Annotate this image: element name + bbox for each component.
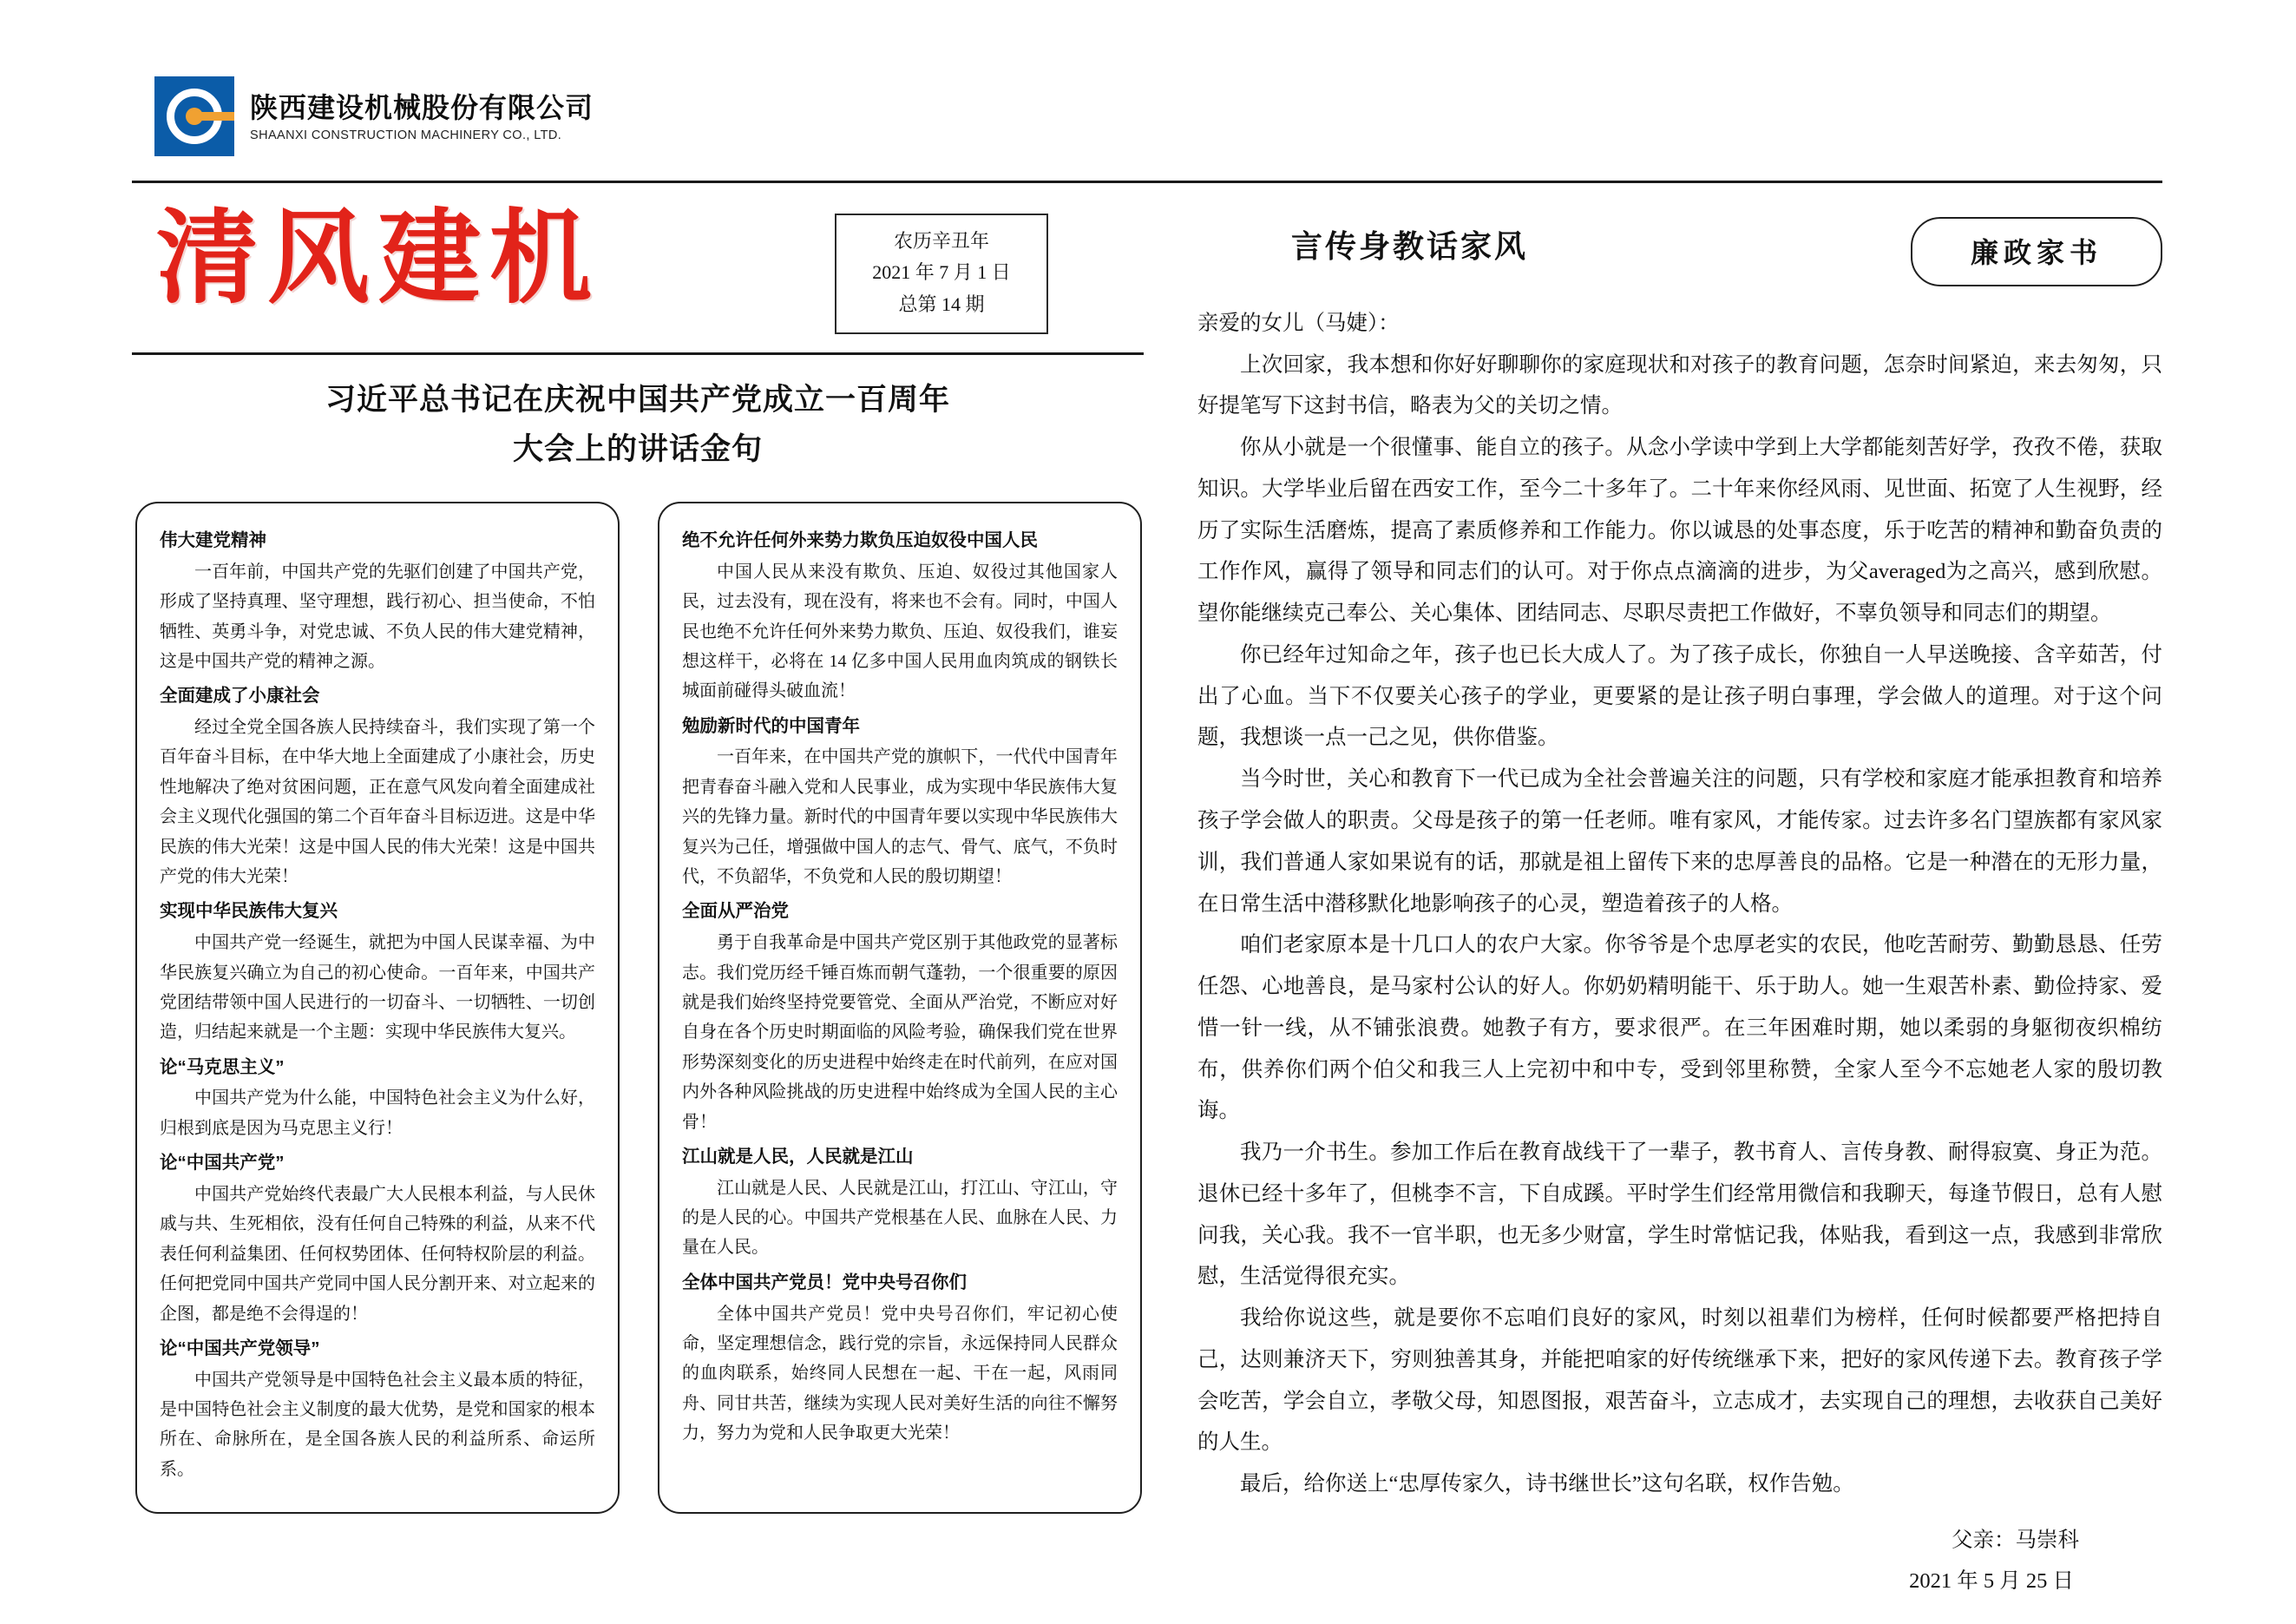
quote-section <box>682 1270 1118 1449</box>
letter-paragraph: 你已经年过知命之年，孩子也已长大成人了。为了孩子成长，你独自一人早送晚接、含辛茹苦，付出了心血。当下不仅要关心孩子的学业，更要紧的是让孩子明白事理，学会做人的道理。对于这个问题，我想谈一点一己之见，供你借鉴。 <box>1197 642 2162 750</box>
quote-text: 全体中国共产党员！党中央号召你们，牢记初心使命，坚定理想信念，践行党的宗旨，永远保持同人民群众的血肉联系，始终同人民想在一起、干在一起，风雨同舟、同甘共苦，继续为实现人民对美好生活的向往不懈努力，努力为党和人民争取更大光荣！ <box>682 1304 1118 1443</box>
quote-heading: 全体中国共产党员！党中央号召你们 <box>682 1272 967 1292</box>
quote-text: 中国共产党一经诞生，就把为中国人民谋幸福、为中华民族复兴确立为自己的初心使命。一百年来，中国共产党团结带领中国人民进行的一切奋斗、一切牺牲、一切创造，归结起来就是一个主题：实现中华民族伟大复兴。 <box>160 933 595 1042</box>
quote-section <box>682 898 1118 1136</box>
letter-signature <box>1197 1521 2162 1601</box>
letter-paragraph: 你从小就是一个很懂事、能自立的孩子。从念小学读中学到上大学都能刻苦好学，孜孜不倦，获取知识。大学毕业后留在西安工作，至今二十多年了。二十年来你经风雨、见世面、拓宽了人生视野，经历了实际生活磨炼，提高了素质修养和工作能力。你以诚恳的处事态度，乐于吃苦的精神和勤奋负责的工作作风，赢得了领导和同志们的认可。对于你点点滴滴的进步，为父averaged为之高兴，感到欣慰。望你能继续克己奉公、关心集体、团结同志、尽职尽责把工作做好，不辜负领导和同志们的期望。 <box>1197 436 2162 626</box>
quote-heading: 全面从严治党 <box>682 901 789 922</box>
quote-section <box>160 683 595 891</box>
signature-date: 2021 年 5 月 25 日 <box>1909 1568 2074 1593</box>
quote-text: 经过全党全国各族人民持续奋斗，我们实现了第一个百年奋斗目标，在中华大地上全面建成了小康社会，历史性地解决了绝对贫困问题，正在意气风发向着全面建成社会主义现代化强国的第二个百年奋斗目标迈进。这是中华民族的伟大光荣！这是中国人民的伟大光荣！这是中国共产党的伟大光荣！ <box>160 718 595 887</box>
quote-heading: 绝不允许任何外来势力欺负压迫奴役中国人民 <box>682 530 1038 550</box>
company-name-group <box>250 90 594 142</box>
quote-section <box>682 528 1118 707</box>
left-column <box>132 198 1144 1552</box>
quote-text: 江山就是人民、人民就是江山，打江山、守江山，守的是人民的心。中国共产党根基在人民、血脉在人民、力量在人民。 <box>682 1178 1118 1258</box>
company-name-cn: 陕西建设机械股份有限公司 <box>250 92 594 123</box>
quote-heading: 论“中国共产党领导” <box>160 1338 320 1358</box>
section-stamp: 廉政家书 <box>1911 217 2162 286</box>
letter-salutation: 亲爱的女儿（马婕）： <box>1197 312 1400 335</box>
letter-paragraph: 我给你说这些，就是要你不忘咱们良好的家风，时刻以祖辈们为榜样，任何时候都要严格把持自己，达则兼济天下，穷则独善其身，并能把咱家的好传统继承下来，把好的家风传递下去。教育孩子学会吃苦，学会自立，孝敬父母，知恩图报，艰苦奋斗，立志成才，去实现自己的理想，去收获自己美好的人生。 <box>1197 1306 2162 1455</box>
quote-section <box>682 1144 1118 1263</box>
right-column <box>1197 217 2162 1601</box>
company-logo-block <box>154 76 594 156</box>
quote-heading: 伟大建党精神 <box>160 530 266 550</box>
quote-heading: 论“马克思主义” <box>160 1056 285 1077</box>
quote-heading: 实现中华民族伟大复兴 <box>160 901 338 922</box>
issue-info-box <box>835 214 1048 334</box>
quote-text: 勇于自我革命是中国共产党区别于其他政党的显著标志。我们党历经千锤百炼而朝气蓬勃，一个很重要的原因就是我们始终坚持党要管党、全面从严治党，不断应对好自身在各个历史时期面临的风险考验，确保我们党在世界形势深刻变化的历史进程中始终走在时代前列，在应对国内外各种风险挑战的历史进程中始终成为全国人民的主心骨！ <box>682 933 1118 1132</box>
quote-section <box>160 1055 595 1144</box>
letter-paragraph: 最后，给你送上“忠厚传家久，诗书继世长”这句名联，权作告勉。 <box>1240 1472 1854 1496</box>
quote-text: 中国共产党为什么能，中国特色社会主义为什么好，归根到底是因为马克思主义行！ <box>160 1088 595 1138</box>
letter-paragraph: 我乃一介书生。参加工作后在教育战线干了一辈子，教书育人、言传身教、耐得寂寞、身正为范。退休已经十多年了，但桃李不言，下自成蹊。平时学生们经常用微信和我聊天，每逢节假日，总有人慰问我，关心我。我不一官半职，也无多少财富，学生时常惦记我，体贴我，看到这一点，我感到非常欣慰，生活觉得很充实。 <box>1197 1141 2162 1289</box>
quote-boxes <box>135 502 1142 1514</box>
quote-section <box>160 1336 595 1484</box>
quote-section <box>160 898 595 1047</box>
signature-name: 父亲：马崇科 <box>1952 1528 2079 1552</box>
quote-heading: 江山就是人民，人民就是江山 <box>682 1146 914 1167</box>
masthead-title: 清风建机 <box>156 202 601 316</box>
letter-paragraph: 上次回家，我本想和你好好聊聊你的家庭现状和对孩子的教育问题，怎奈时间紧迫，来去匆匆，只好提笔写下这封书信，略表为父的关切之情。 <box>1197 352 2162 418</box>
quote-text: 一百年来，在中国共产党的旗帜下，一代代中国青年把青春奋斗融入党和人民事业，成为实现中华民族伟大复兴的先锋力量。新时代的中国青年要以实现中华民族伟大复兴为己任，增强做中国人的志气、骨气、底气，不负时代，不负韶华，不负党和人民的殷切期望！ <box>682 747 1118 887</box>
right-header <box>1197 217 2162 285</box>
masthead-divider <box>132 352 1144 355</box>
quote-heading: 论“中国共产党” <box>160 1153 285 1174</box>
quote-section <box>160 1150 595 1329</box>
quote-box-left <box>135 502 620 1514</box>
issue-lunar-date: 农历辛丑年 <box>893 230 989 252</box>
quote-text: 中国共产党始终代表最广大人民根本利益，与人民休戚与共、生死相依，没有任何自己特殊的利益，从来不代表任何利益集团、任何权势团体、任何特权阶层的利益。任何把党同中国共产党同中国人民分割开来、对立起来的企图，都是绝不会得逞的！ <box>160 1185 595 1324</box>
quote-text: 中国共产党领导是中国特色社会主义最本质的特征，是中国特色社会主义制度的最大优势，是党和国家的根本所在、命脉所在，是全国各族人民的利益所系、命运所系。 <box>160 1370 595 1479</box>
letter-paragraph: 咱们老家原本是十几口人的农户大家。你爷爷是个忠厚老实的农民，他吃苦耐劳、勤勤恳恳、任劳任怨、心地善良，是马家村公认的好人。你奶奶精明能干、乐于助人。她一生艰苦朴素、勤俭持家、爱惜一针一线，从不铺张浪费。她教子有方，要求很严。在三年困难时期，她以柔弱的身躯彻夜织棉纺布，供养你们两个伯父和我三人上完初中和中专，受到邻里称赞，全家人至今不忘她老人家的殷切教诲。 <box>1197 933 2162 1123</box>
left-article-title-line2: 大会上的讲话金句 <box>512 431 763 466</box>
issue-number: 总第 14 期 <box>898 293 985 315</box>
left-article-title <box>132 376 1144 474</box>
letter-paragraph: 当今时世，关心和教育下一代已成为全社会普遍关注的问题，只有学校和家庭才能承担教育和培养孩子学会做人的职责。父母是孩子的第一任老师。唯有家风，才能传家。过去许多名门望族都有家风家训，我们普通人家如果说有的话，那就是祖上留传下来的忠厚善良的品格。它是一种潜在的无形力量，在日常生活中潜移默化地影响孩子的心灵，塑造着孩子的人格。 <box>1197 767 2162 916</box>
quote-heading: 勉励新时代的中国青年 <box>682 715 860 736</box>
quote-heading: 全面建成了小康社会 <box>160 686 320 707</box>
company-name-en: SHAANXI CONSTRUCTION MACHINERY CO., LTD. <box>250 128 562 142</box>
quote-section <box>682 713 1118 892</box>
quote-text: 一百年前，中国共产党的先驱们创建了中国共产党，形成了坚持真理、坚守理想，践行初心、担当使命，不怕牺牲、英勇斗争，对党忠诚、不负人民的伟大建党精神，这是中国共产党的精神之源。 <box>160 562 595 671</box>
header-divider <box>132 181 2162 183</box>
issue-date: 2021 年 7 月 1 日 <box>872 261 1011 284</box>
quote-text: 中国人民从来没有欺负、压迫、奴役过其他国家人民，过去没有，现在没有，将来也不会有。同时，中国人民也绝不允许任何外来势力欺负、压迫、奴役我们，谁妄想这样干，必将在 14 亿多中国人民用血肉筑成的钢铁长城面前碰得头破血流！ <box>682 562 1118 701</box>
quote-box-right <box>658 502 1142 1514</box>
company-logo-icon <box>154 76 234 156</box>
left-article-title-line1: 习近平总书记在庆祝中国共产党成立一百周年 <box>325 383 950 417</box>
quote-section <box>160 528 595 676</box>
right-article-title: 言传身教话家风 <box>1291 229 1529 264</box>
